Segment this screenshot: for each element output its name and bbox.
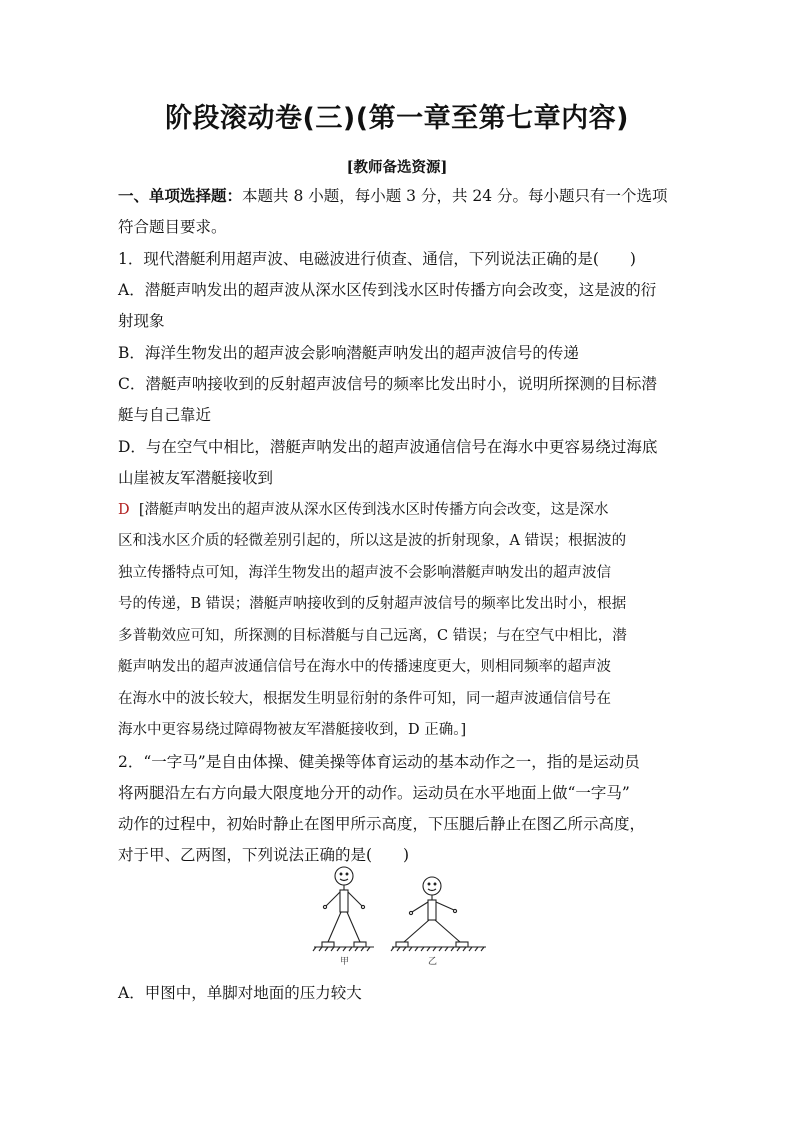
q2-stem-line-4: 对于甲、乙两图，下列说法正确的是( ) bbox=[118, 846, 410, 864]
section-intro-text: 本题共 8 小题，每小题 3 分，共 24 分。每小题只有一个选项 bbox=[242, 187, 668, 205]
page-title: 阶段滚动卷(三)(第一章至第七章内容) bbox=[165, 103, 629, 134]
section-intro-line-2: 符合题目要求。 bbox=[118, 218, 227, 236]
q1-explain-line-8: 海水中更容易绕过障碍物被友军潜艇接收到，D 正确。] bbox=[118, 722, 467, 738]
q1-answer-letter: D bbox=[118, 502, 130, 518]
q1-explain-line-3: 独立传播特点可知，海洋生物发出的超声波不会影响潜艇声呐发出的超声波信 bbox=[118, 565, 611, 581]
q2-stem-line-3: 动作的过程中，初始时静止在图甲所示高度，下压腿后静止在图乙所示高度， bbox=[118, 815, 646, 833]
q1-explain-line-7: 在海水中的波长较大，根据发生明显衍射的条件可知，同一超声波通信信号在 bbox=[118, 691, 611, 707]
q1-option-a-line-2: 射现象 bbox=[118, 312, 165, 330]
q1-explain-line-1 bbox=[118, 498, 678, 519]
q1-explain-text-1: [潜艇声呐发出的超声波从深水区传到浅水区时传播方向会改变，这是深水 bbox=[138, 502, 609, 518]
figure-label-yi: 乙 bbox=[428, 957, 438, 967]
q1-option-c-line-1: C．潜艇声呐接收到的反射超声波信号的频率比发出时小，说明所探测的目标潜 bbox=[118, 375, 657, 393]
stick-figure-jia bbox=[313, 867, 374, 951]
q1-explain-line-4: 号的传递，B 错误；潜艇声呐接收到的反射超声波信号的频率比发出时小，根据 bbox=[118, 596, 627, 612]
q2-figure bbox=[312, 862, 488, 970]
q1-explain-line-5: 多普勒效应可知，所探测的目标潜艇与自己远离，C 错误；与在空气中相比，潜 bbox=[118, 628, 627, 644]
q1-explain-line-6: 艇声呐发出的超声波通信信号在海水中的传播速度更大，则相同频率的超声波 bbox=[118, 659, 611, 675]
q1-option-d-line-1: D．与在空气中相比，潜艇声呐发出的超声波通信信号在海水中更容易绕过海底 bbox=[118, 438, 658, 456]
page-subtitle: [教师备选资源] bbox=[346, 159, 448, 176]
q2-stem-line-2: 将两腿沿左右方向最大限度地分开的动作。运动员在水平地面上做“一字马” bbox=[118, 784, 630, 802]
q1-option-b: B．海洋生物发出的超声波会影响潜艇声呐发出的超声波信号的传递 bbox=[118, 344, 579, 362]
figure-label-jia: 甲 bbox=[340, 957, 350, 967]
q1-stem: 1．现代潜艇利用超声波、电磁波进行侦查、通信，下列说法正确的是( ) bbox=[118, 250, 636, 268]
q2-figure-drawing bbox=[312, 862, 488, 970]
q1-option-d-line-2: 山崖被友军潜艇接收到 bbox=[118, 469, 274, 487]
stick-figure-yi bbox=[391, 877, 486, 951]
section-intro-line-1 bbox=[118, 184, 678, 206]
section-heading: 一、单项选择题： bbox=[118, 186, 243, 205]
q1-option-a-line-1: A．潜艇声呐发出的超声波从深水区传到浅水区时传播方向会改变，这是波的衍 bbox=[118, 281, 657, 299]
q2-option-a: A．甲图中，单脚对地面的压力较大 bbox=[118, 984, 362, 1002]
q1-explain-line-2: 区和浅水区介质的轻微差别引起的，所以这是波的折射现象，A 错误；根据波的 bbox=[118, 533, 627, 549]
q2-stem-line-1: 2．“一字马”是自由体操、健美操等体育运动的基本动作之一，指的是运动员 bbox=[118, 753, 640, 771]
q1-option-c-line-2: 艇与自己靠近 bbox=[118, 406, 212, 424]
